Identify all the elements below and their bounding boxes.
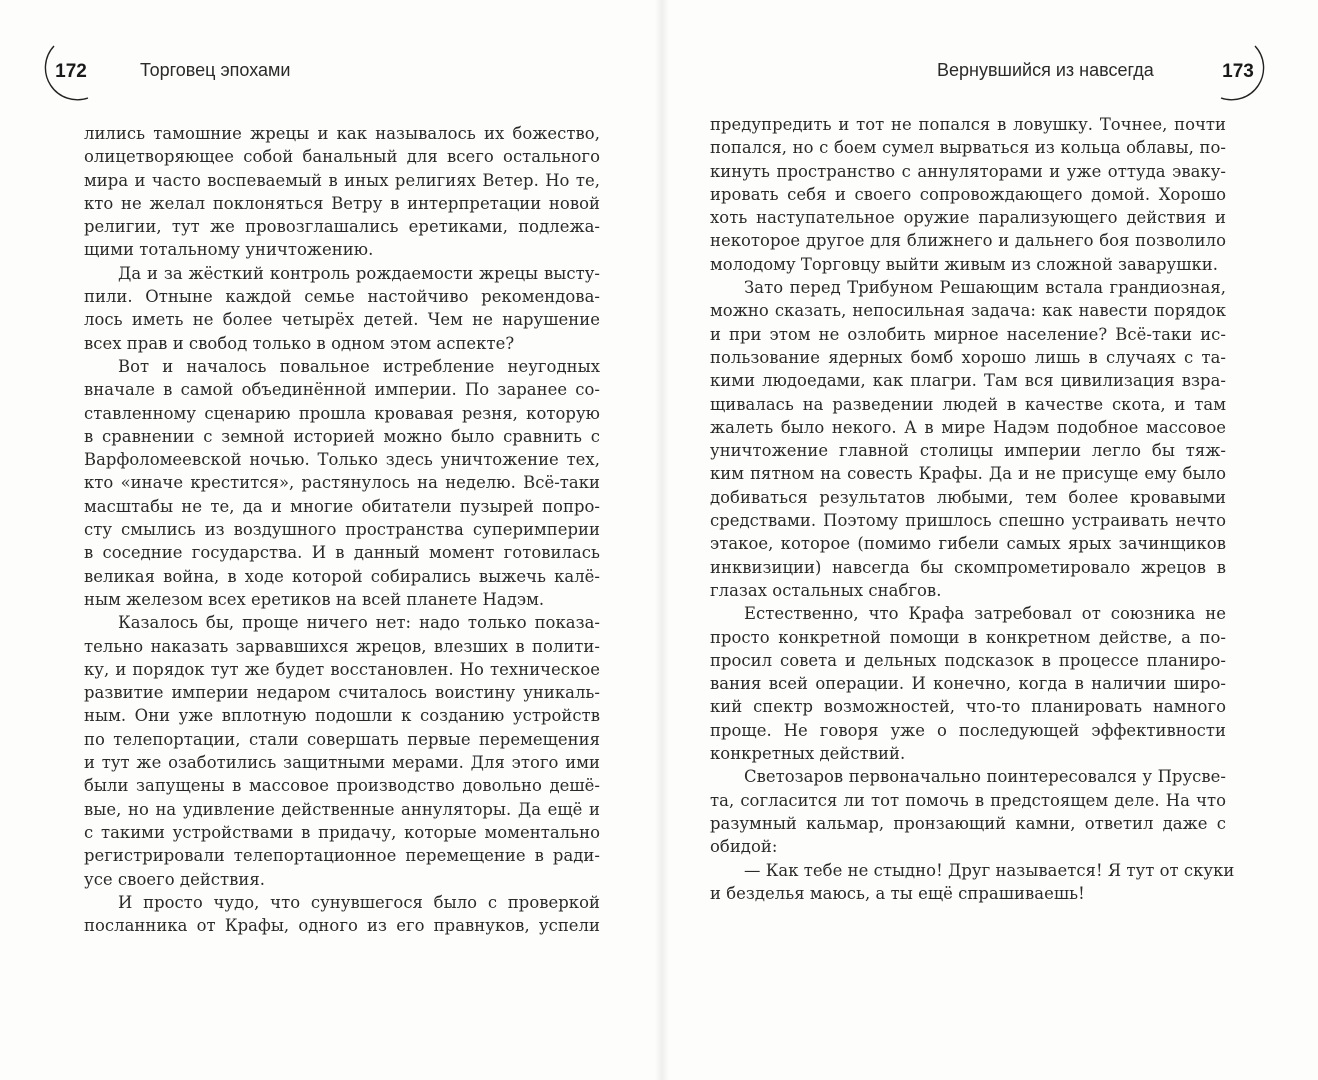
page-number-left-text: 172 — [55, 61, 87, 82]
text-line: тельно наказать зарвавшихся жрецов, влезших в полити- — [84, 636, 600, 656]
text-line: ким пятном на совесть Крафы. Да и не присуще ему было — [710, 464, 1226, 484]
text-line: инквизиции) навсегда бы скомпрометировало жрецов в — [710, 557, 1226, 577]
text-line: лось иметь не более четырёх детей. Чем не нарушение — [84, 310, 600, 330]
text-line: ку, и порядок тут же будет восстановлен. Но техническое — [84, 659, 600, 679]
text-line: и тут же озаботились защитными мерами. Для этого ими — [84, 753, 600, 773]
text-line: щими тотальному уничтожению. — [84, 240, 374, 260]
text-line: кто не желал поклоняться Ветру в интерпретации новой — [84, 193, 600, 213]
text-line: кий спектр возможностей, что-то планировать намного — [710, 697, 1226, 717]
text-line: обидой: — [710, 837, 778, 857]
text-line: были запущены в массовое производство довольно дешё- — [84, 776, 600, 796]
text-line: сту смылись из воздушного пространства суперимперии — [84, 520, 600, 540]
text-line: в соседние государства. И в данный момент готовилась — [84, 543, 600, 563]
right-page-text — [710, 113, 1235, 905]
page-number-right — [1195, 42, 1281, 102]
text-line: конкретных действий. — [710, 744, 906, 764]
text-line: ставленному сценарию прошла кровавая резня, которую — [84, 403, 600, 423]
text-line: добиваться результатов любыми, тем более кровавыми — [710, 487, 1226, 507]
text-line: вые, но на удивление действенные аннуляторы. Да ещё и — [84, 799, 600, 819]
text-line: просил совета и дельных подсказок в процессе планиро- — [710, 650, 1226, 670]
text-line: попался, но с боем сумел вырваться из кольца облавы, по- — [710, 138, 1226, 158]
text-line: средствами. Поэтому пришлось спешно устраивать нечто — [710, 511, 1226, 531]
text-line: Естественно, что Крафа затребовал от союзника не — [744, 604, 1226, 624]
text-line: — Как тебе не стыдно! Друг называется! Я тут от скуки — [744, 860, 1235, 880]
text-line: и безделья маюсь, а ты ещё спрашиваешь! — [710, 883, 1085, 903]
text-line: Да и за жёсткий контроль рождаемости жрецы высту- — [118, 263, 600, 283]
text-line: религии, тут же провозглашались еретиками, подлежа- — [84, 217, 600, 237]
text-line: Зато перед Трибуном Решающим встала грандиозная, — [744, 278, 1226, 298]
text-line: Светозаров первоначально поинтересовался у Прусве- — [744, 767, 1226, 787]
text-line: та, согласится ли тот помочь в предстоящем деле. На что — [710, 790, 1226, 810]
text-line: вания всей операции. И конечно, когда в наличии широ- — [710, 674, 1226, 694]
running-head-right: Вернувшийся из навсегда — [937, 60, 1154, 80]
text-line: ировать себя и своего сопровождающего домой. Хорошо — [710, 184, 1226, 204]
text-line: олицетворяющее собой банальный для всего остального — [84, 147, 600, 167]
text-line: некоторое другое для ближнего и дальнего боя позволило — [710, 231, 1226, 251]
text-line: кинуть пространство с аннуляторами и уже оттуда эваку- — [710, 161, 1226, 181]
text-line: этакое, которое (помимо гибели самых ярых зачинщиков — [710, 534, 1226, 554]
text-line: пользование ядерных бомб хорошо лишь в случаях с та- — [710, 347, 1226, 367]
text-line: усе своего действия. — [84, 869, 266, 889]
text-line: Варфоломеевской ночью. Только здесь уничтожение тех, — [84, 450, 600, 470]
text-line: ным. Они уже вплотную подошли к созданию устройств — [84, 706, 600, 726]
text-line: мира и часто воспеваемый в иных религиях Ветер. Но те, — [84, 170, 600, 190]
text-line: уничтожение главной столицы империи легло бы тяж- — [710, 441, 1226, 461]
text-line: лились тамошние жрецы и как называлось их божество, — [84, 124, 600, 143]
text-line: ным железом всех еретиков на всей планете Надэм. — [84, 589, 545, 609]
text-line: регистрировали телепортационное перемещение в ради- — [84, 846, 600, 866]
text-line: Казалось бы, проще ничего нет: надо только показа- — [118, 613, 600, 633]
text-line: щивалась на разведении людей в качестве скота, и там — [710, 394, 1226, 414]
text-line: просто конкретной помощи в конкретном действе, а по- — [710, 627, 1226, 647]
text-line: разумный кальмар, пронзающий камни, ответил даже с — [710, 813, 1226, 833]
text-line: молодому Торговцу выйти живым из сложной заварушки. — [710, 254, 1219, 274]
text-line: пили. Отныне каждой семье настойчиво рекомендова- — [84, 287, 600, 307]
text-line: можно сказать, непосильная задача: как навести порядок — [710, 301, 1226, 321]
text-line: Вот и началось повальное истребление неугодных — [118, 356, 600, 376]
text-line: предупредить и тот не попался в ловушку. Точнее, почти — [710, 115, 1226, 134]
text-line: кто «иначе крестится», растянулось на неделю. Всё-таки — [84, 473, 600, 493]
text-line: с такими устройствами в придачу, которые моментально — [84, 822, 600, 842]
page-number-right-text: 173 — [1222, 61, 1254, 82]
page-number-left — [28, 42, 114, 102]
text-line: проще. Не говоря уже о последующей эффективности — [710, 720, 1226, 740]
text-line: по телепортации, стали совершать первые перемещения — [84, 729, 600, 749]
left-page-text — [84, 122, 600, 937]
text-line: кими людоедами, как плагри. Там вся цивилизация взра- — [710, 371, 1226, 391]
text-line: развитие империи недаром считалось воистину уникаль- — [84, 683, 600, 703]
text-line: И просто чудо, что сунувшегося было с проверкой — [118, 892, 600, 912]
text-line: вначале в самой объединённой империи. По заранее со- — [84, 380, 600, 400]
text-line: посланника от Крафы, одного из его правнуков, успели — [84, 916, 600, 936]
right-page — [659, 0, 1318, 1080]
text-line: хоть наступательное оружие парализующего действия и — [710, 208, 1226, 228]
running-head-left: Торговец эпохами — [140, 60, 291, 80]
text-line: глазах остальных снабгов. — [710, 580, 942, 600]
text-line: масштабы не те, да и многие обитатели пузырей попро- — [84, 496, 600, 516]
text-line: в сравнении с земной историей можно было сравнить с — [84, 426, 600, 446]
text-line: жалеть было некого. А в мире Надэм подобное массовое — [710, 417, 1226, 437]
text-line: великая война, в ходе которой собирались выжечь калё- — [84, 566, 600, 586]
text-line: и при этом не озлобить мирное население? Всё-таки ис- — [710, 324, 1226, 344]
text-line: всех прав и свобод только в одном этом аспекте? — [84, 333, 515, 353]
